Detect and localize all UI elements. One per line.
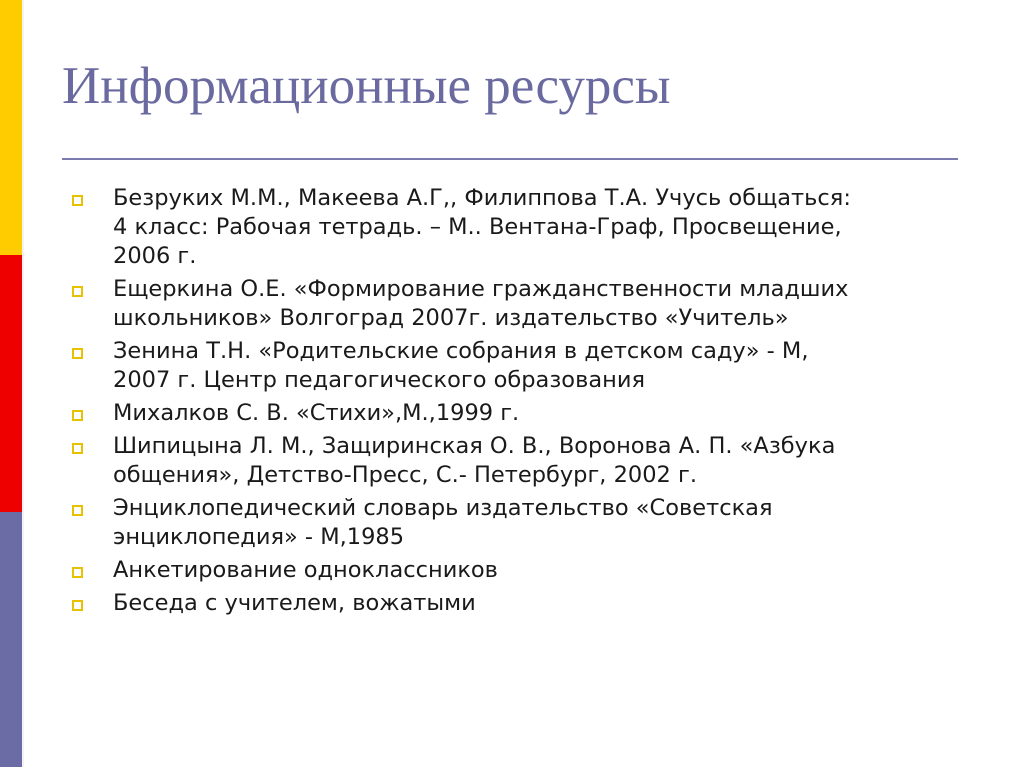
slide-title: Информационные ресурсы	[62, 57, 671, 115]
hollow-square-icon	[72, 195, 83, 206]
color-sidebar	[0, 0, 22, 767]
list-item-line: 2007 г. Центр педагогического образования	[113, 367, 645, 393]
list-item-line: Ещеркина О.Е. «Формирование гражданственности младших	[113, 276, 849, 302]
hollow-square-icon	[72, 286, 83, 297]
sidebar-red-segment	[0, 255, 22, 512]
list-item-line: Энциклопедический словарь издательство «Советская	[113, 495, 773, 521]
list-item	[70, 399, 970, 428]
list-item-line: энциклопедия» - М,1985	[113, 524, 405, 550]
list-item	[70, 184, 970, 271]
sidebar-yellow-segment	[0, 0, 22, 255]
hollow-square-icon	[72, 600, 83, 611]
list-item-line: Шипицына Л. М., Защиринская О. В., Воронова А. П. «Азбука	[113, 433, 836, 459]
hollow-square-icon	[72, 443, 83, 454]
list-item-line: Зенина Т.Н. «Родительские собрания в детском саду» - М,	[113, 338, 809, 364]
sidebar-blue-segment	[0, 512, 22, 767]
hollow-square-icon	[72, 505, 83, 516]
list-item-line: 2006 г.	[113, 243, 197, 269]
hollow-square-icon	[72, 410, 83, 421]
list-item	[70, 589, 970, 618]
reference-list	[70, 184, 970, 622]
title-divider	[62, 158, 958, 160]
list-item-line: Анкетирование одноклассников	[113, 557, 498, 583]
sidebar-edge	[22, 0, 24, 767]
hollow-square-icon	[72, 348, 83, 359]
list-item-line: 4 класс: Рабочая тетрадь. – М.. Вентана-Граф, Просвещение,	[113, 214, 842, 240]
list-item-line: Беседа с учителем, вожатыми	[113, 590, 476, 616]
list-item-line: Михалков С. В. «Стихи»,М.,1999 г.	[113, 400, 520, 426]
list-item-line: общения», Детство-Пресс, С.- Петербург, 2002 г.	[113, 462, 697, 488]
list-item-line: школьников» Волгоград 2007г. издательство «Учитель»	[113, 305, 789, 331]
list-item	[70, 432, 970, 490]
list-item-line: Безруких М.М., Макеева А.Г,, Филиппова Т.А. Учусь общаться:	[113, 185, 851, 211]
list-item	[70, 337, 970, 395]
hollow-square-icon	[72, 567, 83, 578]
list-item	[70, 275, 970, 333]
list-item	[70, 494, 970, 552]
list-item	[70, 556, 970, 585]
